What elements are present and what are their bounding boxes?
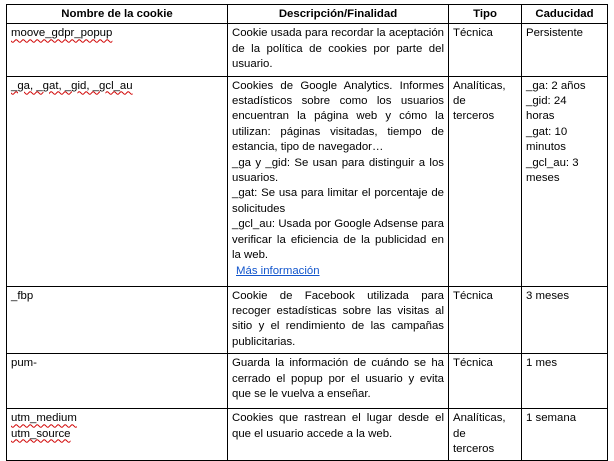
cookie-name-cell: [7, 354, 228, 409]
header-description: Descripción/Finalidad: [228, 5, 449, 24]
description-text: _gcl_au: Usada por Google Adsense para verificar la eficiencia de la publicidad en la web.: [232, 218, 444, 262]
expiry-cell: [522, 354, 608, 409]
type-text: Técnica: [453, 357, 493, 370]
cookie-name-cell: [7, 24, 228, 76]
description-text: _gat: Se usa para limitar el porcentaje de solicitudes: [232, 187, 444, 215]
expiry-text: _gcl_au: 3: [526, 156, 579, 169]
table-row: [7, 24, 608, 76]
cookie-name: _fbp: [11, 289, 34, 302]
table-row: [7, 286, 608, 354]
cookie-name-cell: [7, 409, 228, 461]
type-text: Técnica: [453, 289, 493, 302]
description-text: Cookie usada para recordar la aceptación de la política de cookies por parte del usuario.: [232, 27, 444, 71]
table-row: [7, 409, 608, 461]
description-cell: [228, 76, 449, 286]
description-cell: [228, 409, 449, 461]
expiry-cell: [522, 409, 608, 461]
type-cell: [449, 76, 522, 286]
description-text: _ga y _gid: Se usan para distinguir a los usuarios.: [232, 156, 444, 185]
description-text: Guarda la información de cuándo se ha cerrado el popup por el usuario y evita que se le vuelva a enseñar.: [232, 357, 444, 401]
description-cell: [228, 24, 449, 76]
expiry-text: 1 semana: [526, 412, 577, 425]
expiry-text: _gid: 24: [526, 95, 567, 108]
cookie-name: _ga, _gat, _gid, _gcl_au: [11, 79, 133, 92]
cookie-table: [6, 4, 608, 461]
cookie-name: moove_gdpr_popup: [11, 27, 113, 40]
type-cell: [449, 24, 522, 76]
cookie-name: utm_source: [11, 427, 71, 440]
expiry-text: _ga: 2 años: [526, 79, 586, 92]
type-text: terceros: [453, 110, 495, 123]
table-header-row: [7, 5, 608, 24]
type-cell: [449, 354, 522, 409]
description-text: Cookies que rastrean el lugar desde el que el usuario accede a la web.: [232, 412, 444, 440]
cookie-table-wrapper: [6, 4, 608, 461]
type-text: de: [453, 95, 466, 108]
more-info-link[interactable]: Más información: [236, 264, 320, 277]
header-expiry: Caducidad: [522, 5, 608, 24]
expiry-cell: [522, 24, 608, 76]
expiry-text: meses: [526, 172, 560, 185]
expiry-cell: [522, 286, 608, 354]
cookie-name: utm_medium: [11, 412, 77, 425]
header-cookie-name: Nombre de la cookie: [7, 5, 228, 24]
cookie-name: pum-: [11, 357, 37, 370]
expiry-text: minutos: [526, 141, 566, 154]
description-cell: [228, 286, 449, 354]
type-text: Técnica: [453, 27, 493, 40]
expiry-text: 1 mes: [526, 357, 558, 370]
type-text: Analíticas,: [453, 412, 506, 425]
type-text: terceros: [453, 443, 495, 456]
cookie-name-cell: [7, 286, 228, 354]
type-text: Analíticas,: [453, 79, 506, 92]
header-type: Tipo: [449, 5, 522, 24]
type-text: de: [453, 427, 466, 440]
expiry-cell: [522, 76, 608, 286]
expiry-text: 3 meses: [526, 289, 570, 302]
description-cell: [228, 354, 449, 409]
type-cell: [449, 409, 522, 461]
table-row: [7, 76, 608, 286]
description-text: Cookie de Facebook utilizada para recoger estadísticas sobre las visitas al sitio y el rendimiento de las campañas publicitarias.: [232, 289, 444, 348]
expiry-text: _gat: 10: [526, 125, 568, 138]
cookie-name-cell: [7, 76, 228, 286]
type-cell: [449, 286, 522, 354]
expiry-text: horas: [526, 110, 555, 123]
table-row: [7, 354, 608, 409]
expiry-text: Persistente: [526, 27, 583, 40]
description-text: Cookies de Google Analytics. Informes estadísticos sobre como los usuarios encuentran la página web y cómo la utilizan: páginas visitadas, tiempo de estancia, tipo de navegador…: [232, 79, 444, 154]
